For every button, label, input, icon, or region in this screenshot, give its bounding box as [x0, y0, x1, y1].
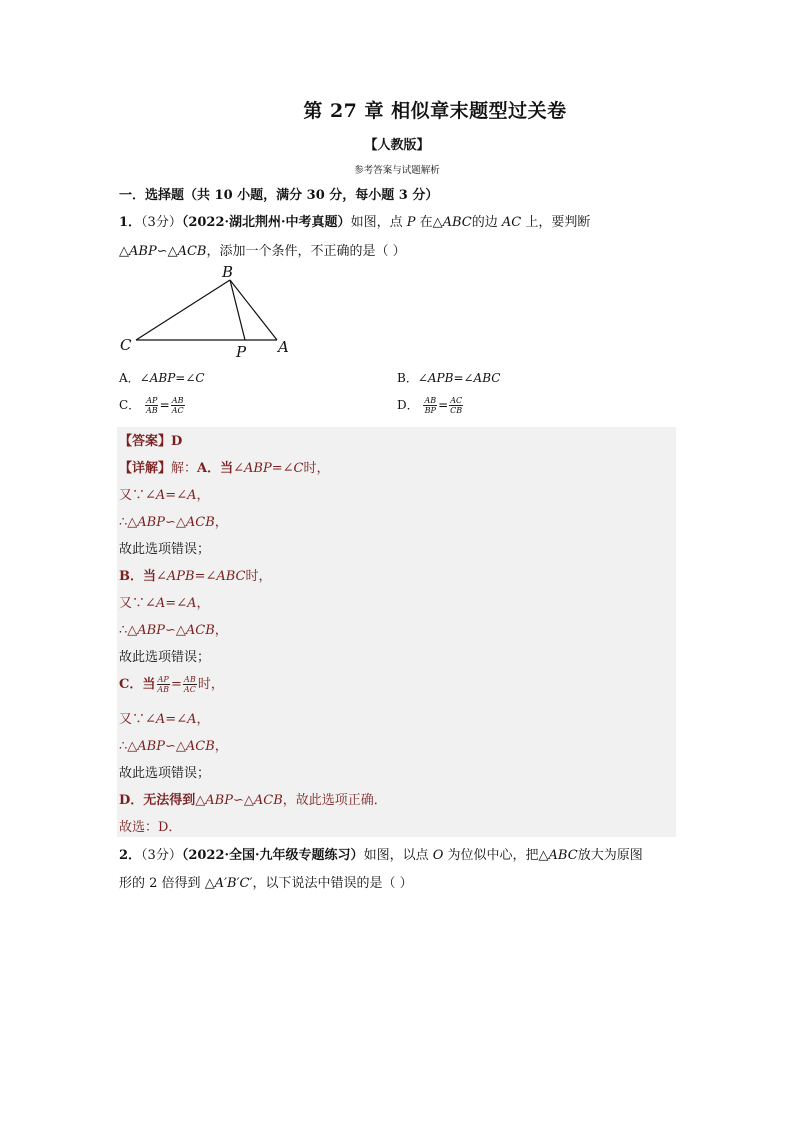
- question-1-line-1: [119, 211, 590, 230]
- segment-cb: [136, 280, 230, 340]
- equals-sign: =: [171, 677, 182, 692]
- option-c: [119, 396, 186, 415]
- detail-d1-expr: △ABP∽△ACB: [195, 793, 283, 808]
- detail-a1-expr: ∠ABP=∠C: [233, 461, 304, 476]
- question-2-line-2: [119, 872, 413, 891]
- denominator: AC: [171, 406, 184, 415]
- detail-line-a1: [119, 457, 329, 476]
- option-a-label: A．: [119, 371, 140, 385]
- equals-sign: =: [159, 398, 170, 412]
- detail-d1-label: D．无法得到: [119, 793, 196, 808]
- question-1-text: 在: [419, 215, 433, 230]
- detail-final: 故选：D．: [119, 820, 182, 835]
- question-1-text: 上，要判断: [525, 215, 591, 230]
- fraction: [156, 675, 170, 694]
- fraction: [145, 396, 159, 415]
- edition-label: 【人教版】: [364, 138, 430, 153]
- detail-c1-label: C．当: [119, 677, 156, 692]
- question-1-number: 1．: [119, 215, 142, 230]
- question-2-text: 形的 2 倍得到: [119, 876, 201, 891]
- numerator: AP: [157, 675, 169, 684]
- question-2-text: ，以下说法中错误的是（ ）: [252, 876, 413, 891]
- detail-b3-pre: ∴: [119, 623, 128, 638]
- question-1-source: （2022·湖北荆州·中考真题）: [181, 215, 351, 230]
- option-d-label: D．: [397, 398, 419, 412]
- detail-c1-tail: 时，: [197, 677, 224, 692]
- detail-line-a2: [119, 484, 210, 503]
- detail-a2-pre: 又∵: [119, 488, 146, 503]
- denominator: CB: [450, 406, 463, 415]
- section-heading: 一．选择题（共 10 小题，满分 30 分，每小题 3 分）: [119, 188, 439, 203]
- numerator: AP: [146, 396, 158, 405]
- page-subtitle: 参考答案与试题解析: [354, 165, 440, 176]
- denominator: AB: [157, 685, 170, 694]
- numerator: AC: [450, 396, 463, 405]
- answer-value: D: [171, 434, 183, 449]
- detail-c3-pre: ∴: [119, 739, 128, 754]
- detail-a3-tail: ，: [214, 515, 228, 530]
- detail-line-c4: 故此选项错误；: [119, 766, 211, 781]
- detail-line-b3: [119, 619, 228, 638]
- detail-line-c2: [119, 708, 210, 727]
- denominator: BP: [424, 406, 436, 415]
- option-b-expr: ∠APB=∠ABC: [417, 371, 501, 385]
- detail-c2-expr: ∠A=∠A: [145, 712, 197, 727]
- detail-d1-tail: ，故此选项正确．: [282, 793, 387, 808]
- detail-c2-pre: 又∵: [119, 712, 146, 727]
- detail-line-b4: 故此选项错误；: [119, 650, 211, 665]
- detail-a3-pre: ∴: [119, 515, 128, 530]
- detail-line-d1: [119, 789, 387, 808]
- vertex-label-b: B: [222, 263, 234, 281]
- option-d: [397, 396, 464, 415]
- vertex-label-p: P: [236, 343, 247, 361]
- math-point-o: O: [432, 848, 444, 863]
- option-c-label: C．: [119, 398, 141, 412]
- math-similarity: △ABP∽△ACB: [119, 244, 207, 259]
- math-point-p: P: [406, 215, 416, 230]
- numerator: AB: [424, 396, 437, 405]
- question-1-text: 的边: [471, 215, 498, 230]
- detail-c2-tail: ，: [196, 712, 210, 727]
- math-triangle: △ABC: [432, 215, 472, 230]
- detail-b1-tail: 时，: [245, 569, 272, 584]
- detail-b2-expr: ∠A=∠A: [145, 596, 197, 611]
- detail-line-b2: [119, 592, 210, 611]
- detail-b3-expr: △ABP∽△ACB: [127, 623, 215, 638]
- question-1-line-2: [119, 240, 406, 259]
- numerator: AB: [171, 396, 184, 405]
- page-title: 第 27 章 相似章末题型过关卷: [303, 100, 567, 122]
- answer-line: [119, 430, 182, 449]
- equals-sign: =: [438, 398, 449, 412]
- option-a-expr: ∠ABP=∠C: [139, 371, 205, 385]
- fraction: [423, 396, 437, 415]
- detail-line-c3: [119, 735, 228, 754]
- question-2-score: （3分）: [141, 848, 182, 863]
- question-2-text: 为位似中心，把: [447, 848, 539, 863]
- vertex-label-a: A: [278, 338, 289, 356]
- fraction: [171, 396, 185, 415]
- denominator: AC: [183, 685, 196, 694]
- detail-line-c1: [119, 673, 224, 694]
- detail-c3-tail: ，: [214, 739, 228, 754]
- question-1-text: 如图，点: [350, 215, 403, 230]
- detail-line-a3: [119, 511, 228, 530]
- detail-a3-expr: △ABP∽△ACB: [127, 515, 215, 530]
- question-1-score: （3分）: [141, 215, 182, 230]
- detail-a1-label: A．当: [197, 461, 234, 476]
- fraction: [183, 675, 197, 694]
- denominator: AB: [146, 406, 158, 415]
- math-triangle: △ABC: [538, 848, 578, 863]
- option-b: [397, 369, 500, 386]
- question-1-text: ，添加一个条件，不正确的是（ ）: [206, 244, 406, 259]
- question-2-text: 如图，以点: [363, 848, 429, 863]
- triangle-figure: [112, 262, 302, 362]
- detail-b3-tail: ，: [214, 623, 228, 638]
- detail-b2-pre: 又∵: [119, 596, 146, 611]
- fraction: [449, 396, 463, 415]
- detail-tag: 【详解】: [119, 461, 172, 476]
- math-segment-ac: AC: [501, 215, 522, 230]
- question-2-text: 放大为原图: [577, 848, 643, 863]
- detail-line-b1: [119, 565, 272, 584]
- vertex-label-c: C: [120, 336, 132, 354]
- detail-intro: 解：: [171, 461, 198, 476]
- detail-c3-expr: △ABP∽△ACB: [127, 739, 215, 754]
- detail-a2-tail: ，: [196, 488, 210, 503]
- detail-a2-expr: ∠A=∠A: [145, 488, 197, 503]
- option-a: [119, 369, 205, 386]
- option-b-label: B．: [397, 371, 418, 385]
- answer-tag: 【答案】: [119, 434, 172, 449]
- math-triangle-prime: △A′B′C′: [204, 876, 253, 891]
- question-2-source: （2022·全国·九年级专题练习）: [181, 848, 364, 863]
- detail-line-a4: 故此选项错误；: [119, 542, 211, 557]
- question-2-line-1: [119, 844, 643, 863]
- detail-b1-expr: ∠APB=∠ABC: [156, 569, 246, 584]
- question-2-number: 2．: [119, 848, 142, 863]
- detail-a1-tail: 时，: [303, 461, 330, 476]
- numerator: AB: [184, 675, 196, 684]
- detail-b2-tail: ，: [196, 596, 210, 611]
- detail-b1-label: B．当: [119, 569, 156, 584]
